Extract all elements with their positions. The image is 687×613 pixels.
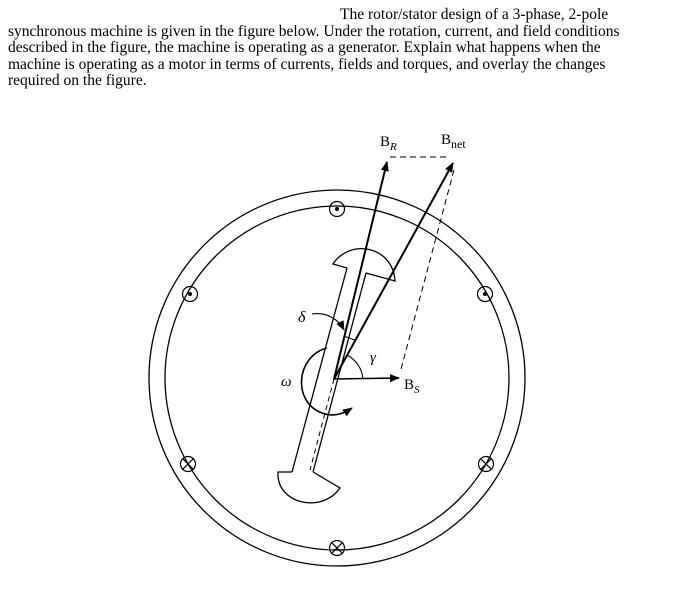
b-s-vector <box>334 378 399 379</box>
question-line-2: synchronous machine is given in the figure below. Under the rotation, current, and field conditions <box>8 22 620 40</box>
stator-conductor-cross-bottom <box>330 541 345 556</box>
delta-angle-arc <box>345 337 356 341</box>
question-line-4: machine is operating as a motor in terms of currents, fields and torques, and overlay the changes <box>8 55 606 73</box>
b-r-vector <box>334 162 387 379</box>
label-gamma: γ <box>370 350 376 366</box>
label-b-s: $B_S$ <box>404 377 420 396</box>
label-omega: ω <box>281 374 292 390</box>
stator-conductor-dot-top <box>330 202 345 217</box>
stator-outer-ring <box>149 190 525 566</box>
stator-conductor-dot-right <box>478 287 493 302</box>
delta-leader-arrow <box>312 314 344 330</box>
question-line-5: required on the figure. <box>8 72 147 89</box>
question-line-3: described in the figure, the machine is operating as a generator. Explain what happens when the <box>8 39 601 56</box>
label-delta: δ <box>298 309 306 326</box>
gamma-angle-arc <box>347 355 363 379</box>
dashed-parallel-side <box>400 170 454 373</box>
stator-inner-ring <box>165 206 509 550</box>
label-b-net: $B_{net}$ <box>441 132 466 151</box>
stator-conductor-cross-left <box>181 457 196 472</box>
label-b-r: $B_R$ <box>380 134 397 153</box>
stator-conductor-cross-right <box>479 457 494 472</box>
b-net-vector <box>334 163 453 379</box>
question-line-1: The rotor/stator design of a 3-phase, 2-pole <box>340 6 609 23</box>
